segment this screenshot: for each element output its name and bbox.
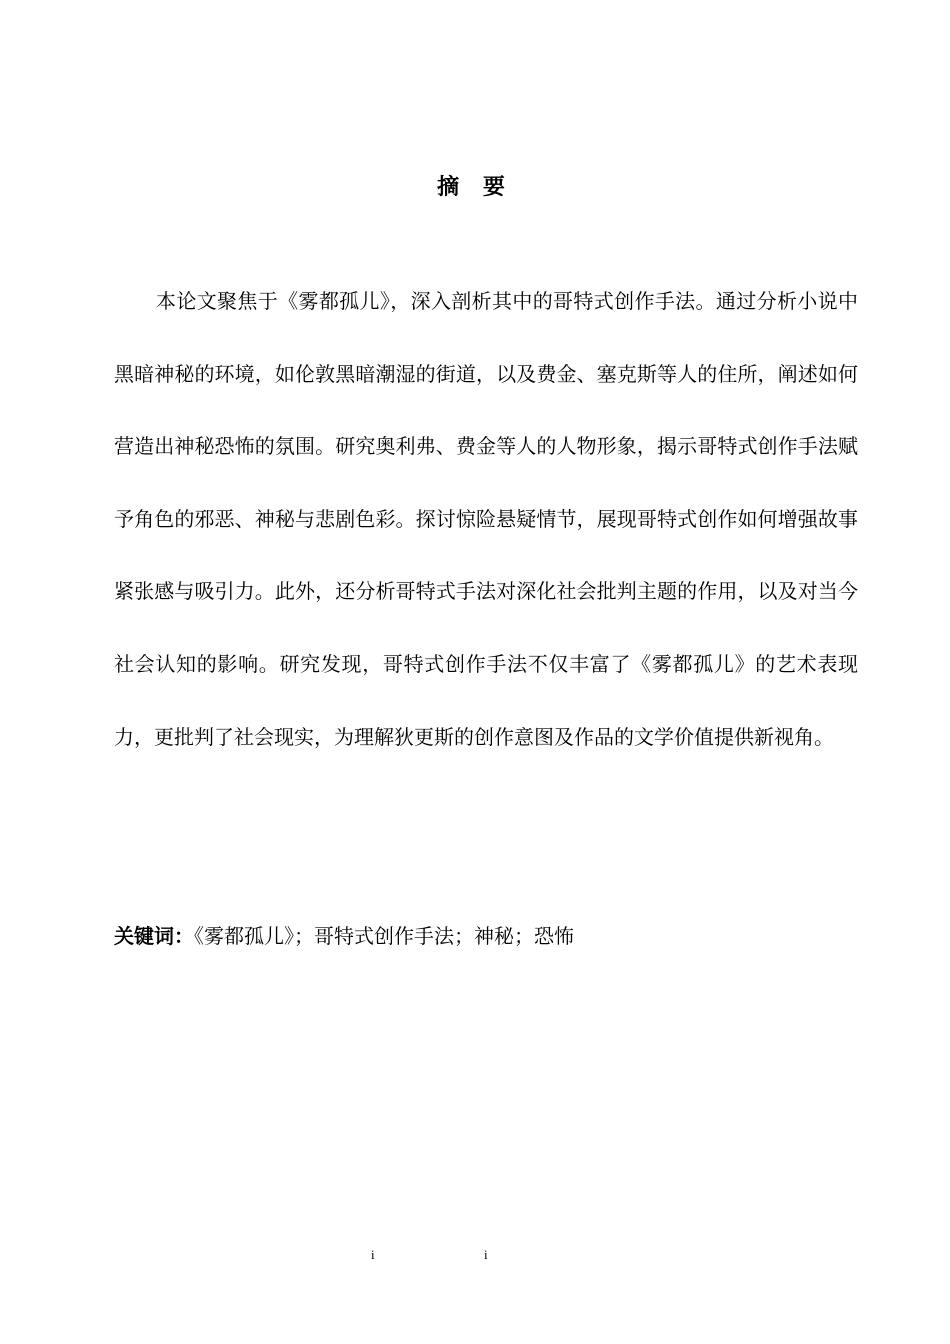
page-title: 摘 要	[437, 175, 513, 200]
keywords-line	[114, 918, 858, 954]
keywords-text: 《雾都孤儿》；哥特式创作手法；神秘；恐怖	[194, 924, 574, 948]
abstract-paragraph: 本论文聚焦于《雾都孤儿》，深入剖析其中的哥特式创作手法。通过分析小说中黑暗神秘的环境，如伦敦黑暗潮湿的街道，以及费金、塞克斯等人的住所，阐述如何营造出神秘恐怖的氛围。研究奥利弗、费金等人的人物形象，揭示哥特式创作手法赋予角色的邪恶、神秘与悲剧色彩。探讨惊险悬疑情节，展现哥特式创作如何增强故事紧张感与吸引力。此外，还分析哥特式手法对深化社会批判主题的作用，以及对当今社会认知的影响。研究发现，哥特式创作手法不仅丰富了《雾都孤儿》的艺术表现力，更批判了社会现实，为理解狄更斯的创作意图及作品的文学价值提供新视角。	[114, 289, 858, 749]
page-number-left: i	[371, 1247, 375, 1262]
keywords-label: 关键词：	[114, 924, 194, 948]
page-number-right: i	[484, 1247, 488, 1262]
